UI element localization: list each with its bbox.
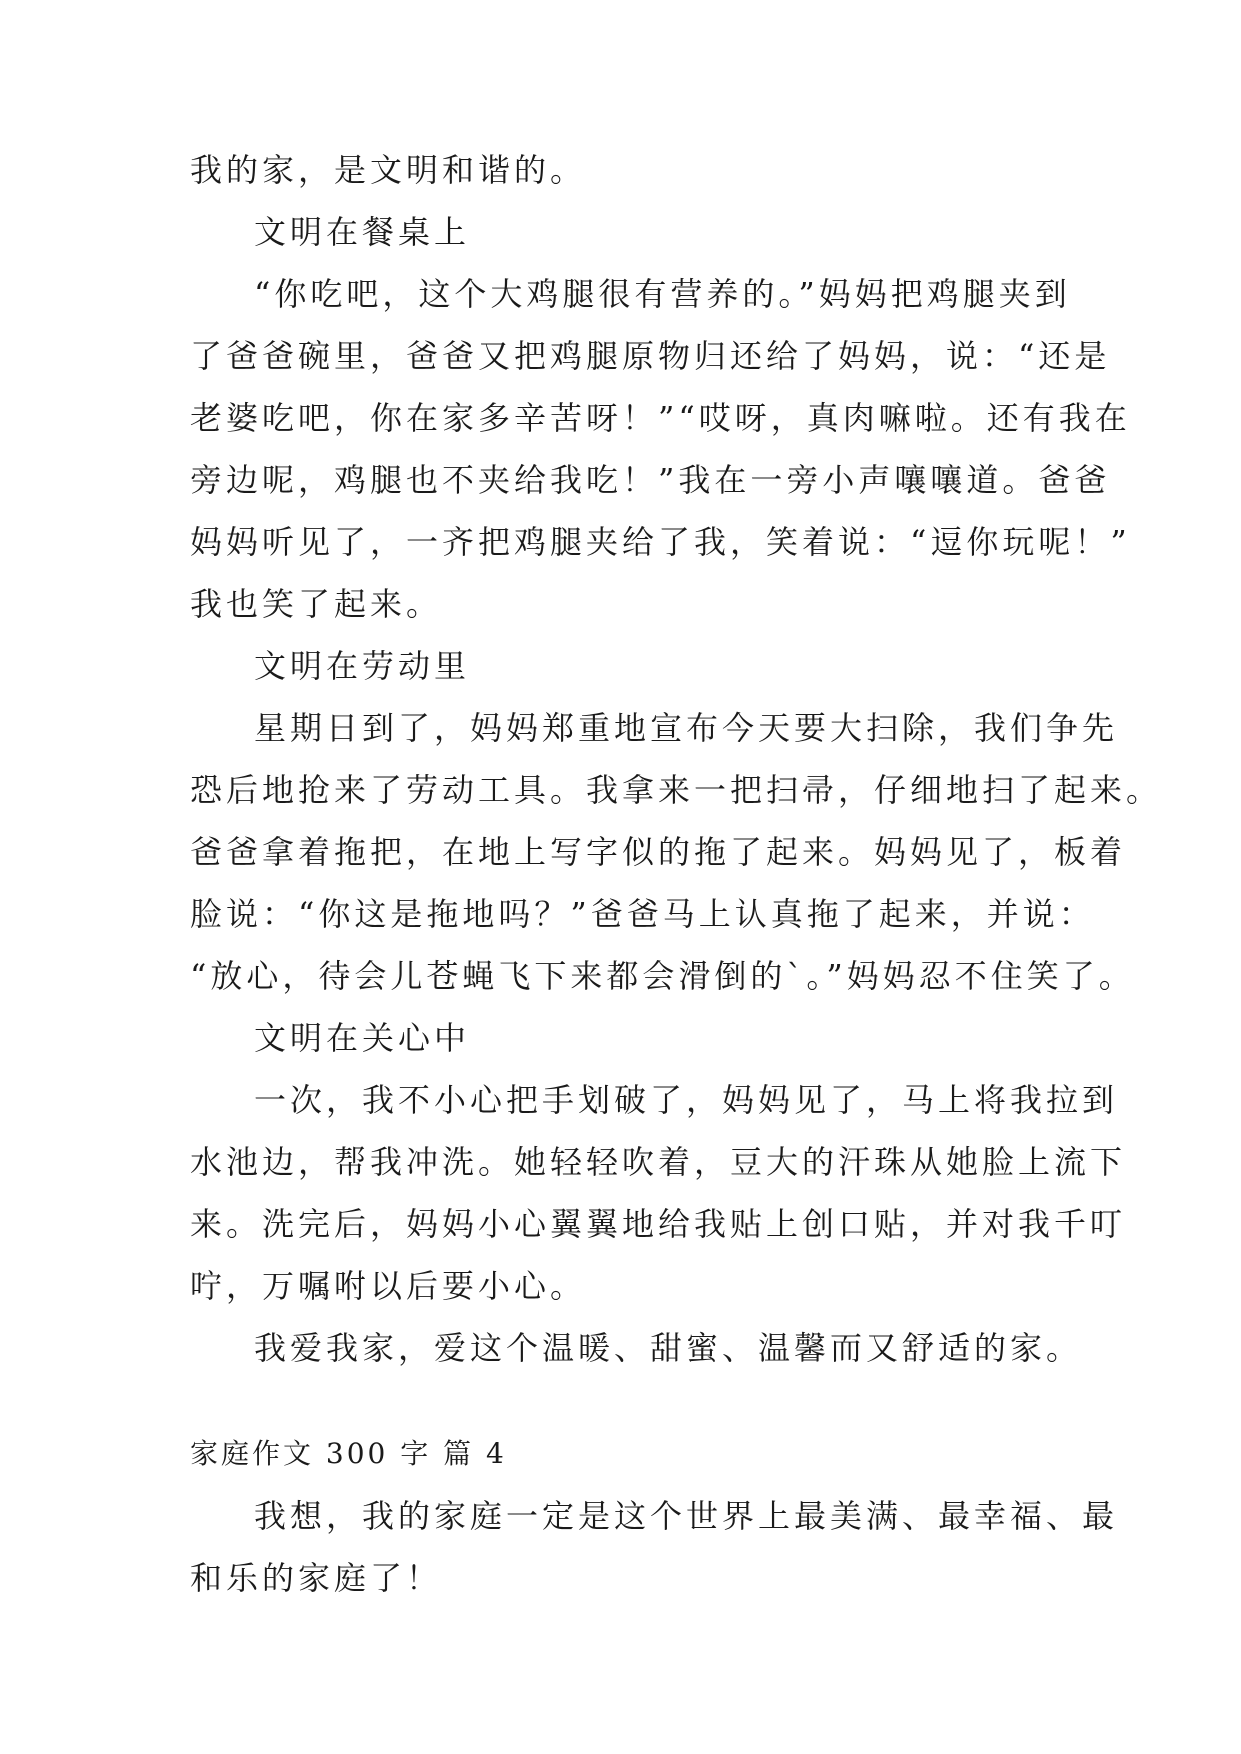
essay-title: 家庭作文 300 字 篇 4 bbox=[190, 1437, 507, 1470]
paragraph-line: 一次，我不小心把手划破了，妈妈见了，马上将我拉到 bbox=[254, 1081, 1119, 1119]
paragraph-line: 妈妈听见了，一齐把鸡腿夹给了我，笑着说：“逗你玩呢！” bbox=[190, 523, 1131, 561]
paragraph-line: 恐后地抢来了劳动工具。我拿来一把扫帚，仔细地扫了起来。 bbox=[190, 771, 1163, 809]
paragraph-line: “你吃吧，这个大鸡腿很有营养的。”妈妈把鸡腿夹到 bbox=[254, 275, 1071, 313]
paragraph-line: 旁边呢，鸡腿也不夹给我吃！”我在一旁小声嚷嚷道。爸爸 bbox=[190, 461, 1111, 499]
paragraph-line: 老婆吃吧，你在家多辛苦呀！”“哎呀，真肉嘛啦。还有我在 bbox=[190, 399, 1131, 437]
paragraph-line: 了爸爸碗里，爸爸又把鸡腿原物归还给了妈妈，说：“还是 bbox=[190, 337, 1111, 375]
paragraph-line: 爸爸拿着拖把，在地上写字似的拖了起来。妈妈见了，板着 bbox=[190, 833, 1127, 871]
paragraph-line: 星期日到了，妈妈郑重地宣布今天要大扫除，我们争先 bbox=[254, 709, 1119, 747]
paragraph-line: 和乐的家庭了！ bbox=[190, 1559, 443, 1597]
paragraph-line: 脸说：“你这是拖地吗？”爸爸马上认真拖了起来，并说： bbox=[190, 895, 1095, 933]
paragraph-line: 水池边，帮我冲洗。她轻轻吹着，豆大的汗珠从她脸上流下 bbox=[190, 1143, 1127, 1181]
paragraph-line: 我的家，是文明和谐的。 bbox=[190, 151, 587, 189]
paragraph-line: 咛，万嘱咐以后要小心。 bbox=[190, 1267, 587, 1305]
section-heading: 文明在餐桌上 bbox=[254, 213, 471, 251]
paragraph-line: 我想，我的家庭一定是这个世界上最美满、最幸福、最 bbox=[254, 1497, 1119, 1535]
paragraph-line: 来。洗完后，妈妈小心翼翼地给我贴上创口贴，并对我千叮 bbox=[190, 1205, 1127, 1243]
section-heading: 文明在关心中 bbox=[254, 1019, 471, 1057]
paragraph-line: 我爱我家，爱这个温暖、甜蜜、温馨而又舒适的家。 bbox=[254, 1329, 1083, 1367]
paragraph-line: 我也笑了起来。 bbox=[190, 585, 443, 623]
section-heading: 文明在劳动里 bbox=[254, 647, 471, 685]
paragraph-line: “放心，待会儿苍蝇飞下来都会滑倒的`。”妈妈忍不住笑了。 bbox=[190, 957, 1135, 995]
